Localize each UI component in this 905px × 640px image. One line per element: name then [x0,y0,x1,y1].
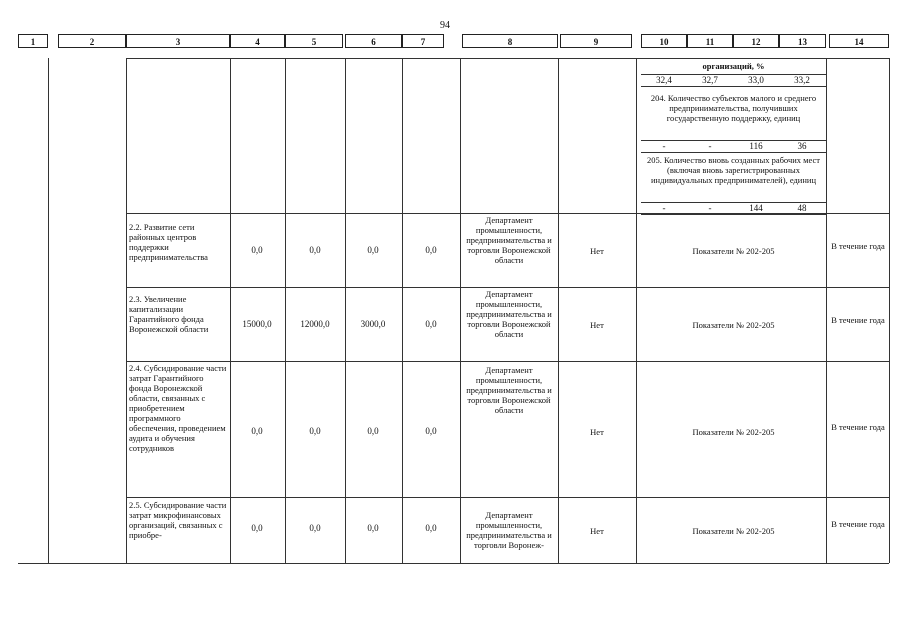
indicator-204-values [641,140,826,153]
indicator-value: 33,0 [748,75,764,85]
table-row-name: 2.5. Субсидирование части затрат микрофинансовых организаций, связанных с приобре- [129,500,227,540]
table-row-name: 2.4. Субсидирование части затрат Гарантийного фонда Воронежской области, связанных с приобретением программного обеспечения, проведением аудита и обучения сотрудников [129,363,227,453]
table-cell: 0,0 [367,245,379,255]
table-row-executor: Департамент промышленности, предпринимательства и торговли Воронежской области [466,365,552,415]
table-row-executor: Департамент промышленности, предпринимательства и торговли Воронеж- [466,510,552,550]
table-row-name: 2.2. Развитие сети районных центров поддержки предпринимательства [129,222,208,262]
indicator-value: 32,4 [656,75,672,85]
indicator-value: - [662,141,666,151]
col-header-2: 2 [58,34,126,48]
table-cell: 15000,0 [242,319,272,329]
col-header-12: 12 [733,34,779,48]
grid-line [826,58,827,563]
col-header-11: 11 [687,34,733,48]
col-header-9: 9 [560,34,632,48]
grid-line [48,58,49,563]
col-header-13: 13 [779,34,826,48]
table-cell: 0,0 [367,523,379,533]
indicator-205-values [641,202,826,215]
indicator-value: - [662,203,666,213]
page-number: 94 [440,20,450,31]
indicator-value: 32,7 [702,75,718,85]
indicator-unit-label: организаций, % [702,61,765,71]
indicator-value: - [708,203,712,213]
table-cell: Нет [590,526,604,536]
grid-line [126,58,889,59]
table-row-name: 2.3. Увеличение капитализации Гарантийного фонда Воронежской области [129,294,209,334]
table-cell: 12000,0 [300,319,330,329]
table-cell: 0,0 [425,523,437,533]
table-cell: 0,0 [425,245,437,255]
table-row-executor: Департамент промышленности, предпринимательства и торговли Воронежской области [466,215,552,265]
table-row-executor: Департамент промышленности, предпринимательства и торговли Воронежской области [466,289,552,339]
grid-line [126,287,889,288]
col-header-14: 14 [829,34,889,48]
indicator-value: 48 [797,203,807,213]
table-row-indicators: Показатели № 202-205 [692,427,775,437]
grid-line [18,563,889,564]
table-cell: 0,0 [367,426,379,436]
grid-line [636,58,637,563]
table-row-term: В течение года [831,315,885,325]
table-row-term: В течение года [831,241,885,251]
indicator-row-values [641,74,826,87]
grid-line [230,58,231,563]
grid-line [126,58,127,563]
table-cell: 0,0 [309,245,321,255]
table-cell: 0,0 [425,426,437,436]
table-cell: 0,0 [251,245,263,255]
indicator-204-text: 204. Количество субъектов малого и среднего предпринимательства, получивших государственную поддержку, единиц [650,93,817,123]
grid-line [402,58,403,563]
col-header-7: 7 [402,34,444,48]
indicator-value: 144 [749,203,763,213]
indicator-value: - [708,141,712,151]
col-header-1: 1 [18,34,48,48]
grid-line [126,497,889,498]
table-row-indicators: Показатели № 202-205 [692,320,775,330]
table-cell: 0,0 [425,319,437,329]
indicator-205-text: 205. Количество вновь созданных рабочих мест (включая вновь зарегистрированных индивидуальных предпринимателей), единиц [646,155,820,185]
table-row-term: В течение года [831,519,885,529]
table-cell: 0,0 [309,426,321,436]
grid-line [345,58,346,563]
table-row-term: В течение года [831,422,885,432]
col-header-5: 5 [285,34,343,48]
table-cell: 0,0 [251,523,263,533]
table-cell: Нет [590,246,604,256]
col-header-3: 3 [126,34,230,48]
table-cell: Нет [590,320,604,330]
col-header-8: 8 [462,34,558,48]
grid-line [889,58,890,563]
grid-line [460,58,461,563]
table-row-indicators: Показатели № 202-205 [692,246,775,256]
indicator-value: 33,2 [794,75,810,85]
indicator-value: 116 [749,141,763,151]
col-header-10: 10 [641,34,687,48]
table-row-indicators: Показатели № 202-205 [692,526,775,536]
table-cell: 0,0 [251,426,263,436]
col-header-6: 6 [345,34,402,48]
table-cell: Нет [590,427,604,437]
table-cell: 3000,0 [360,319,386,329]
grid-line [126,361,889,362]
grid-line [558,58,559,563]
table-cell: 0,0 [309,523,321,533]
col-header-4: 4 [230,34,285,48]
indicator-value: 36 [797,141,807,151]
grid-line [285,58,286,563]
